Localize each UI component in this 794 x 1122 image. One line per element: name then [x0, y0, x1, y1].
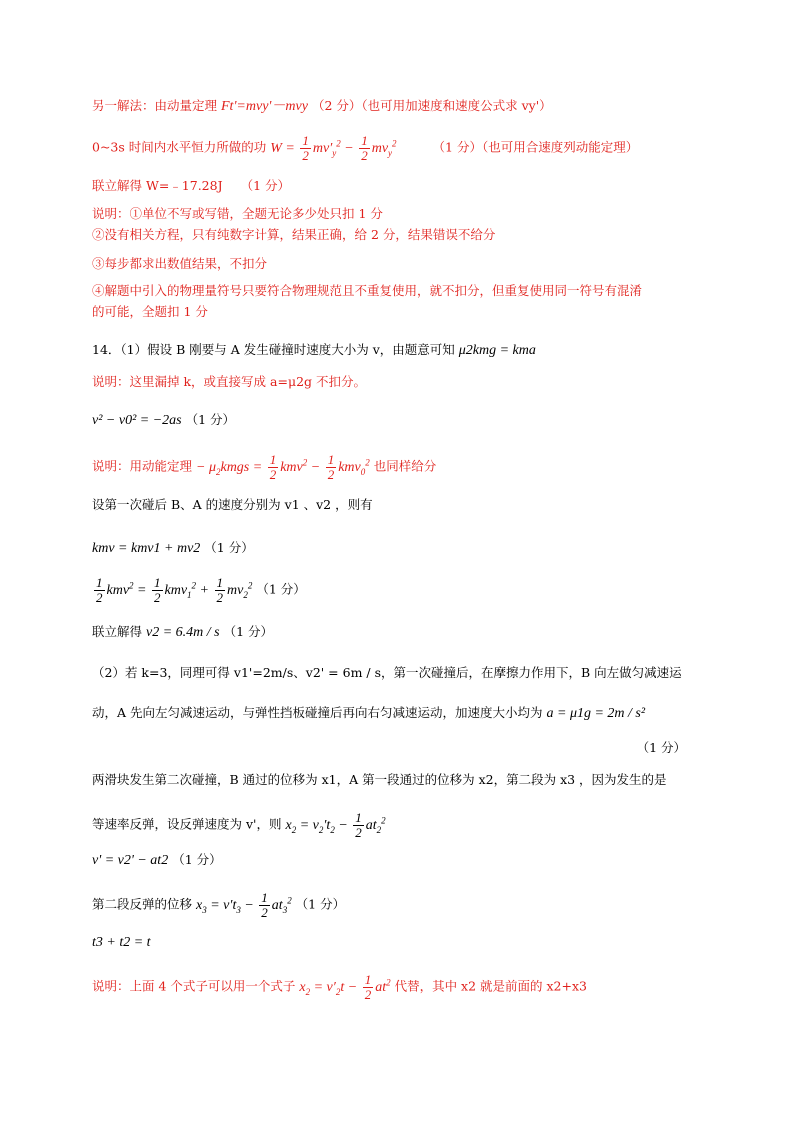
work-equation: W = $\frac{1}{2}$ $mv'_y^2$ − $\frac{1}{2}$ $mv_y^2$	[270, 132, 397, 163]
t-sum-equation: t3 + t2 = t	[92, 935, 151, 950]
note-energy-suffix: 也同样给分	[373, 458, 437, 474]
combined-W-text: 联立解得 W=﹣17.28J	[92, 178, 223, 193]
note-energy-line	[92, 452, 436, 482]
work-score: （1 分）（也可用合速度列动能定理）	[432, 139, 639, 155]
part2-text-d: 等速率反弹，设反弹速度为 v'，则	[92, 816, 282, 832]
momentum-line	[92, 538, 254, 559]
result-v2-prefix: 联立解得	[92, 624, 143, 639]
combined-W-line	[92, 176, 290, 196]
part2-text-b: 动，A 先向左匀减速运动，与弹性挡板碰撞后再向右匀减速运动，加速度大小均为	[92, 705, 543, 720]
note-1: 说明：①单位不写或写错，全题无论多少处只扣 1 分	[92, 206, 383, 221]
energy-line	[92, 575, 306, 605]
alt-method-prefix: 另一解法：由动量定理	[92, 98, 218, 113]
vprime-equation: v' = v2' − at2	[92, 853, 169, 868]
q14-intro-text: 14．（1）假设 B 刚要与 A 发生碰撞时速度大小为 v，由题意可知	[92, 342, 455, 357]
final-note-prefix: 说明：上面 4 个式子可以用一个式子	[92, 978, 296, 994]
result-v2-value: v2 = 6.4m / s	[146, 625, 220, 640]
result-v2-score: （1 分）	[223, 624, 274, 639]
part2-score: （1 分）	[636, 740, 686, 755]
alt-method-line	[92, 96, 552, 117]
second-seg-prefix: 第二段反弹的位移	[92, 896, 193, 912]
part2-line-a: （2）若 k=3，同理可得 v1'=2m/s、v2' = 6m / s，第一次碰撞后，在摩擦力作用下，B 向左做匀减速运	[92, 665, 682, 680]
part2-line-d	[92, 810, 386, 840]
note-energy-prefix: 说明：用动能定理	[92, 458, 193, 474]
x2-equation: $x_2 = v_2't_2$ − $\frac{1}{2}$ $at_2^2$	[285, 809, 386, 840]
note-3: ③每步都求出数值结果，不扣分	[92, 256, 268, 271]
friction-equation: μ2kmg = kma	[458, 343, 536, 358]
second-seg-line	[92, 890, 345, 920]
part2-line-c: 两滑块发生第二次碰撞，B 通过的位移为 x1，A 第一段通过的位移为 x2，第二段为 x3 ，因为发生的是	[92, 772, 667, 787]
energy-theorem-equation: − $\mu_2kmgs$ = $\frac{1}{2}$ kmv$^2$ − $\frac{1}{2}$ kmv$_0^2$	[196, 451, 370, 482]
combined-W-score: （1 分）	[240, 178, 290, 193]
note-4a: ④解题中引入的物理量符号只要符合物理规范且不重复使用，就不扣分，但重复使用同一符号有混淆	[92, 283, 643, 298]
note-2: ②没有相关方程，只有纯数字计算，结果正确，给 2 分，结果错误不给分	[92, 227, 496, 242]
q14-part1-intro	[92, 340, 536, 361]
alt-method-score: （2 分）（也可用加速度和速度公式求 vy'）	[311, 98, 552, 113]
energy-score: （1 分）	[256, 581, 306, 597]
momentum-score: （1 分）	[204, 540, 254, 555]
final-note-suffix: 代替，其中 x2 就是前面的 x2+x3	[394, 978, 587, 994]
final-note-line	[92, 972, 587, 1002]
kinematics-score: （1 分）	[185, 412, 236, 427]
result-v2-line	[92, 622, 273, 643]
momentum-theorem-equation: Ft'=mvy'－mvy	[221, 99, 308, 114]
note-4b: 的可能，全题扣 1 分	[92, 304, 208, 319]
kinematics-line	[92, 410, 235, 431]
vprime-line	[92, 850, 222, 871]
note-k: 说明：这里漏掉 k，或直接写成 a=μ2g 不扣分。	[92, 374, 366, 389]
energy-equation: $\frac{1}{2}$ kmv$^2$ = $\frac{1}{2}$ kmv$_1^2$ + $\frac{1}{2}$ $mv_2^2$	[96, 574, 253, 605]
after-collision-line: 设第一次碰后 B、A 的速度分别为 v1 、v2 ，则有	[92, 497, 373, 512]
t-sum-line	[92, 932, 151, 953]
work-prefix: 0~3s 时间内水平恒力所做的功	[92, 139, 267, 155]
combined-x2-equation: $x_2 = v'_2t$ − $\frac{1}{2}$ $at^2$	[299, 971, 391, 1002]
kinematics-equation: v² − v0² = −2as	[92, 413, 182, 428]
acceleration-equation: a = μ1g = 2m / s²	[546, 706, 646, 721]
vprime-score: （1 分）	[172, 852, 222, 867]
second-seg-score: （1 分）	[295, 896, 346, 912]
work-line	[92, 133, 638, 163]
momentum-equation: kmv = kmv1 + mv2	[92, 541, 201, 556]
x3-equation: $x_3 = v't_3$ − $\frac{1}{2}$ $at_3^2$	[196, 889, 292, 920]
part2-line-b	[92, 703, 645, 724]
